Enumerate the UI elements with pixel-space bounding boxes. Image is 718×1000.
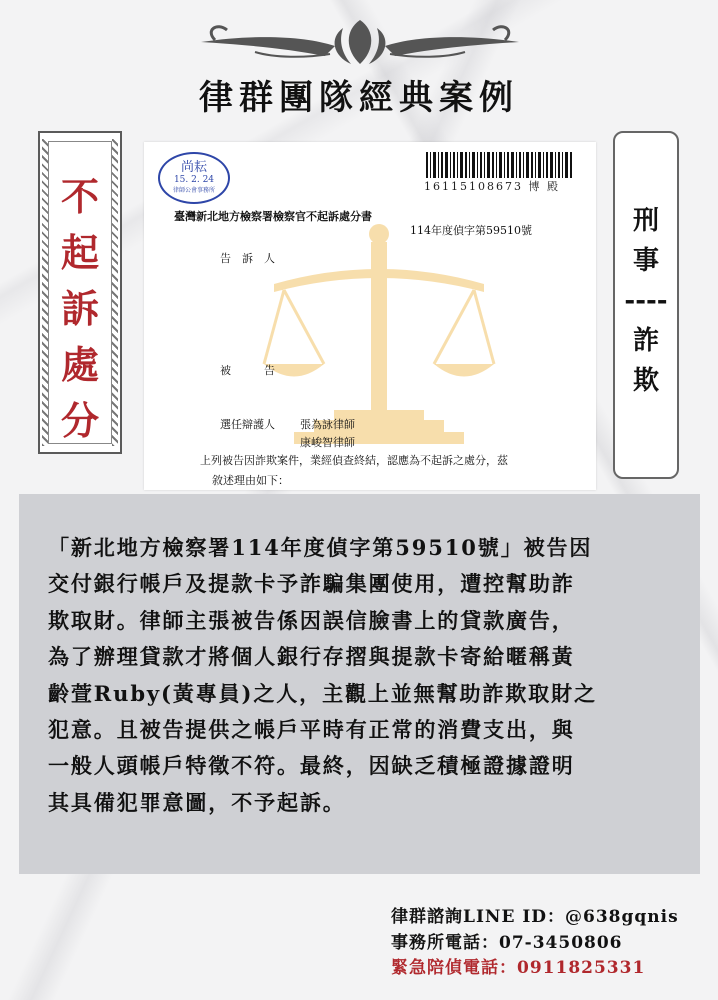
summary-line: 「新北地方檢察署114年度偵字第59510號」被告因 [48, 535, 593, 560]
case-type-line: 刑 [632, 206, 659, 236]
summary-line: 犯意。且被告提供之帳戶平時有正常的消費支出，與 [48, 717, 575, 743]
summary-line: 交付銀行帳戶及提款卡予詐騙集團使用，遭控幫助詐 [48, 571, 575, 597]
barcode-icon [426, 152, 574, 178]
case-type-line: 事 [632, 246, 659, 276]
document-scan [144, 142, 596, 490]
counsel-name-1: 張為詠律師 [300, 418, 355, 431]
line-id-contact: 律群諮詢LINE ID：@638gqnis [391, 907, 679, 927]
counsel-name-2: 康峻智律師 [300, 436, 355, 449]
document-case-number: 114年度偵字第59510號 [410, 224, 532, 237]
case-type-line: ---- [624, 286, 668, 316]
right-case-type-panel [613, 131, 679, 479]
complainant-label: 告 訴 人 [220, 252, 275, 265]
left-label-char: 分 [60, 398, 99, 443]
page-title: 律群團隊經典案例 [199, 78, 519, 118]
summary-line: 一般人頭帳戶特徵不符。最終，因缺乏積極證據證明 [48, 753, 575, 779]
summary-line: 為了辦理貸款才將個人銀行存摺與提款卡寄給暱稱黃 [48, 644, 575, 670]
counsel-label: 選任辯護人 [220, 418, 275, 431]
received-stamp: 尚耘 15. 2. 24 律師公會事務所 [158, 152, 230, 204]
left-label-char: 訴 [60, 286, 99, 331]
left-label-char: 處 [60, 342, 99, 387]
case-type-line: 欺 [632, 366, 659, 396]
barcode-number: 16115108673 博 殿 [424, 180, 560, 193]
summary-line: 其具備犯罪意圖，不予起訴。 [48, 789, 346, 815]
document-line-2: 敘述理由如下： [212, 474, 289, 487]
left-category-panel [38, 131, 122, 454]
emergency-phone: 緊急陪偵電話：0911825331 [391, 958, 646, 978]
left-label-char: 起 [60, 230, 99, 275]
left-label-char: 不 [60, 174, 99, 219]
document-line-1: 上列被告因詐欺案件，業經偵查終結，認應為不起訴之處分，茲 [200, 454, 508, 467]
summary-line: 齡萱Ruby(黃專員)之人，主觀上並無幫助詐欺取財之 [48, 680, 597, 706]
justice-scale-watermark-icon [254, 214, 504, 464]
summary-line: 欺取財。律師主張被告係因誤信臉書上的貸款廣告， [48, 607, 575, 633]
case-type-line: 詐 [632, 326, 659, 356]
document-header: 臺灣新北地方檢察署檢察官不起訴處分書 [174, 210, 372, 223]
defendant-label: 被 告 [220, 364, 275, 377]
case-summary-text [48, 530, 680, 821]
case-type-label [615, 201, 677, 401]
left-category-label [40, 169, 120, 449]
office-phone: 事務所電話：07-3450806 [391, 933, 623, 953]
ornament-divider-icon [195, 12, 525, 70]
